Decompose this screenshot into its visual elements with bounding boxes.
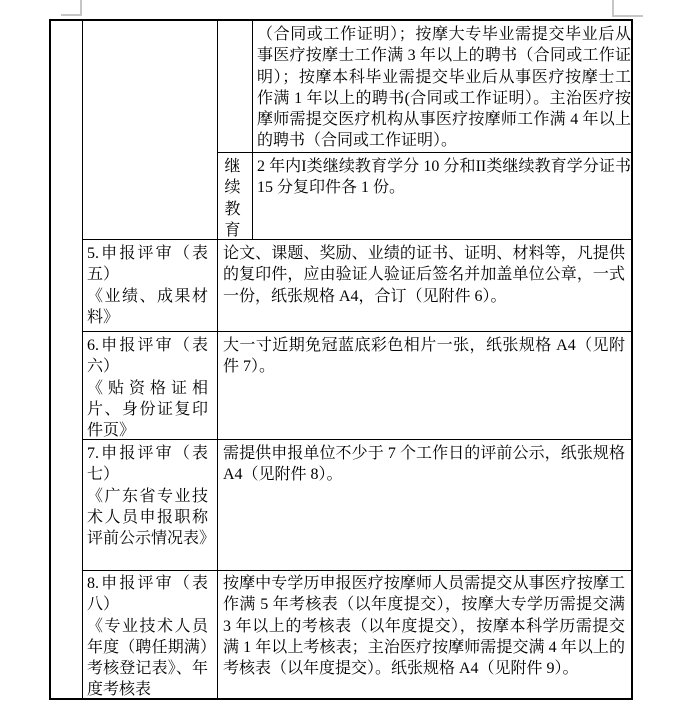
table-gridline-row-8: [82, 570, 631, 571]
row-8-label-cell: [87, 573, 208, 701]
row-8-requirement-cell: 按摩中专学历申报医疗按摩师人员需提交从事医疗按摩工作满 5 年考核表（以年度提交），按摩大专学历需提交满 3 年以上的考核表（以年度提交），按摩本科学历需提交满 1 年以上考核表；主治医疗按摩师需提交满 4 年以上的考核表（以年度提交）。纸张规格 A4（见附件 9）。: [223, 575, 625, 678]
row-6-item-title: 《贴资格证相片、身份证复印件页》: [87, 379, 208, 440]
row-5-requirement-cell: 论文、课题、奖励、业绩的证书、证明、材料等，凡提供的复印件，应由验证人验证后签名并加盖单位公章，一式一份，纸张规格 A4，合订（见附件 6）。: [223, 245, 625, 305]
row-7-item-title: 《广东省专业技术人员申报职称评前公示情况表》: [87, 487, 216, 548]
row-5-label-cell: [87, 243, 208, 328]
continuing-education-label: 继续教育: [224, 158, 241, 239]
row-8-item-title: 《专业技术人员年度（聘任期满）考核登记表》、年度考核表: [87, 617, 208, 699]
continuation-cell-content: （合同或工作证明）；按摩大专毕业需提交毕业后从事医疗按摩士工作满 3 年以上的聘书（合同或工作证明）；按摩本科毕业需提交毕业后从事医疗按摩士工作满 1 年以上的聘书(合同或工作证明）。主治医疗按摩师需提交医疗机构从事医疗按摩师工作满 4 年以上的聘书（合同或工作证明）。: [257, 26, 631, 150]
application-materials-table: [49, 19, 633, 700]
row-5-item-title: 《业绩、成果材料》: [87, 287, 208, 326]
row-6-item-number: 6.申报评审（表六）: [87, 337, 208, 376]
row-7-requirement-cell: 需提供申报单位不少于 7 个工作日的评前公示，纸张规格 A4（见附件 8）。: [223, 445, 625, 484]
table-gridline-col-sublabel: [252, 21, 253, 240]
page-margin-mark-left-horizontal: [61, 14, 82, 16]
row-5-item-number: 5.申报评审（表五）: [87, 245, 208, 284]
table-gridline-col-index: [82, 21, 83, 698]
row-6-label-cell: [87, 335, 208, 441]
row-7-item-number: 7.申报评审（表七）: [87, 445, 208, 484]
page-margin-mark-right-horizontal: [612, 15, 643, 17]
row-8-item-number: 8.申报评审（表八）: [87, 575, 208, 614]
row-6-requirement-cell: 大一寸近期免冠蓝底彩色相片一张，纸张规格 A4（见附件 7）。: [223, 337, 625, 376]
continuing-education-content: 2 年内I类继续教育学分 10 分和II类继续教育学分证书 15 分复印件各 1 份。: [257, 158, 631, 197]
table-gridline-col-label: [217, 21, 218, 698]
page-margin-mark-right-vertical: [612, 0, 614, 16]
table-gridline-row-6: [82, 331, 631, 332]
table-gridline-row-continuing-education: [217, 152, 631, 153]
row-7-label-cell: [87, 443, 216, 549]
table-gridline-row-5: [82, 239, 631, 240]
